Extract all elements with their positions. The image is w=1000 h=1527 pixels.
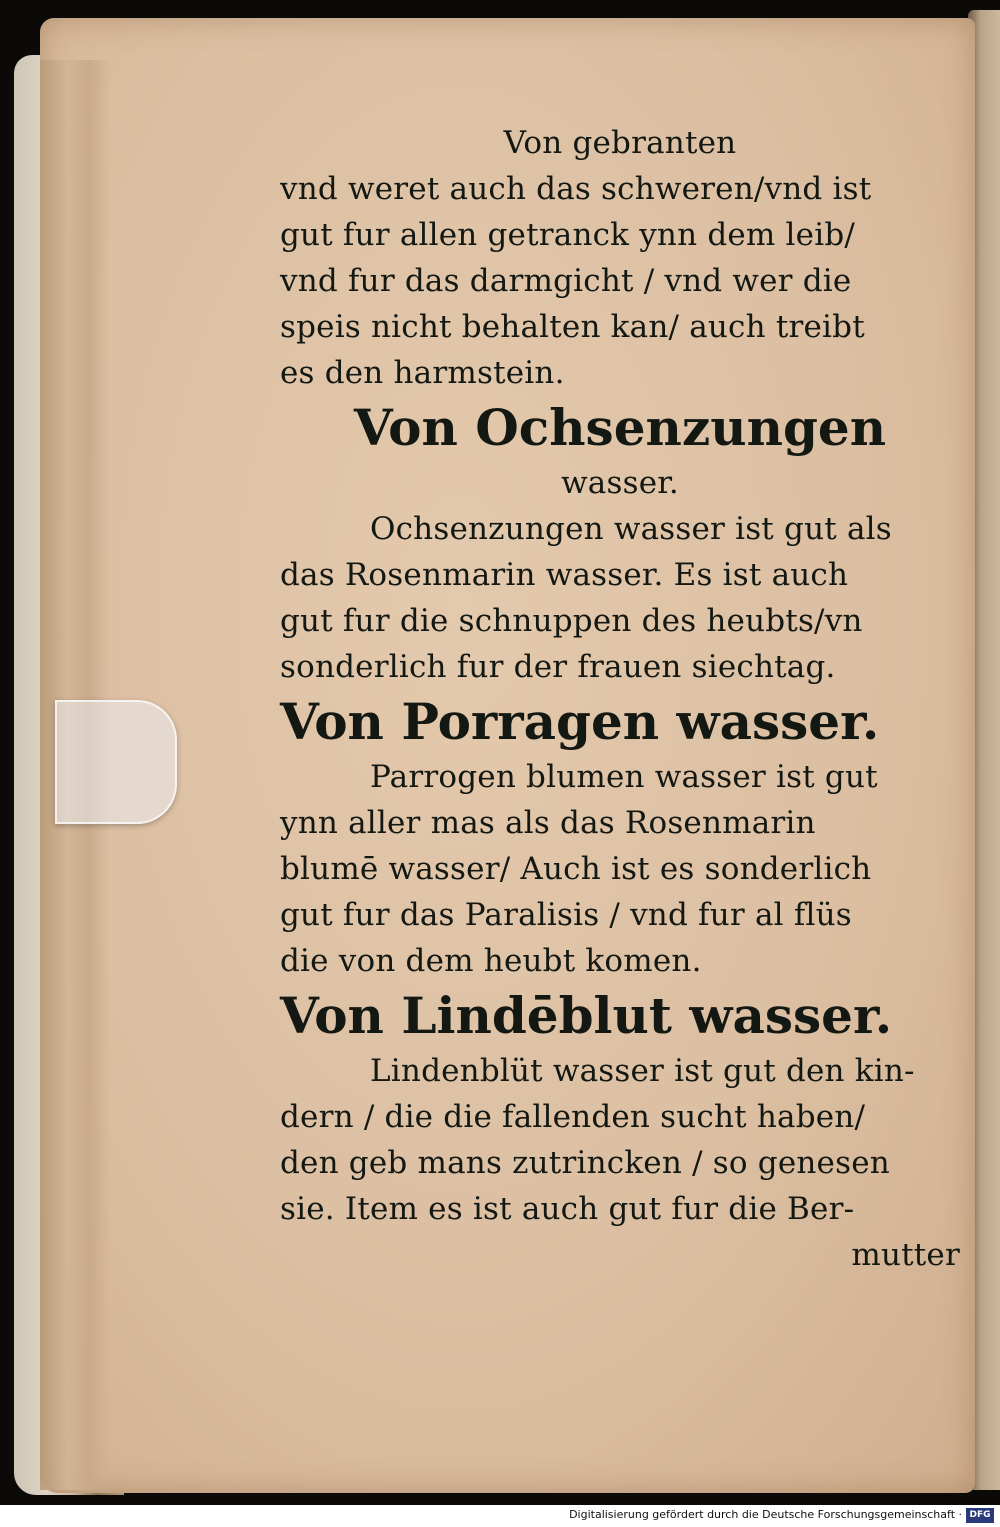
section-heading: Von Ochsenzungen [353, 398, 887, 457]
running-head: Von gebranten [503, 125, 737, 161]
dfg-logo: DFG [966, 1508, 994, 1523]
section-heading: Von Porragen wasser. [280, 692, 880, 751]
text-line: Parrogen blumen wasser ist gut [370, 759, 878, 795]
text-line: blumē wasser/ Auch ist es sonderlich [280, 851, 872, 887]
text-line: dern / die die fallenden sucht haben/ [280, 1099, 866, 1135]
text-line: sie. Item es ist auch gut fur die Ber- [280, 1191, 855, 1227]
text-line: es den harmstein. [280, 355, 565, 391]
text-line: gut fur die schnuppen des heubts/vn [280, 603, 863, 639]
text-line: Lindenblüt wasser ist gut den kin- [370, 1053, 915, 1089]
text-line: vnd fur das darmgicht / vnd wer die [280, 263, 852, 299]
text-line: sonderlich fur der frauen siechtag. [280, 649, 836, 685]
page-marker-tab [55, 700, 177, 824]
text-line: das Rosenmarin wasser. Es ist auch [280, 557, 849, 593]
text-line: vnd weret auch das schweren/vnd ist [280, 171, 872, 207]
text-line: Ochsenzungen wasser ist gut als [370, 511, 892, 547]
footer-bar [0, 1505, 1000, 1527]
text-line: gut fur allen getranck ynn dem leib/ [280, 217, 856, 253]
text-line: gut fur das Paralisis / vnd fur al flüs [280, 897, 852, 933]
text-line: ynn aller mas als das Rosenmarin [280, 805, 816, 841]
text-line: speis nicht behalten kan/ auch treibt [280, 309, 865, 345]
text-line: die von dem heubt komen. [280, 943, 702, 979]
text-line: den geb mans zutrincken / so genesen [280, 1145, 890, 1181]
section-heading-continuation: wasser. [561, 465, 679, 501]
page-text [280, 120, 960, 1278]
catchword: mutter [851, 1237, 960, 1273]
section-heading: Von Lindēblut wasser. [280, 986, 893, 1045]
funding-credit: Digitalisierung gefördert durch die Deutsche Forschungsgemeinschaft · [569, 1508, 962, 1521]
